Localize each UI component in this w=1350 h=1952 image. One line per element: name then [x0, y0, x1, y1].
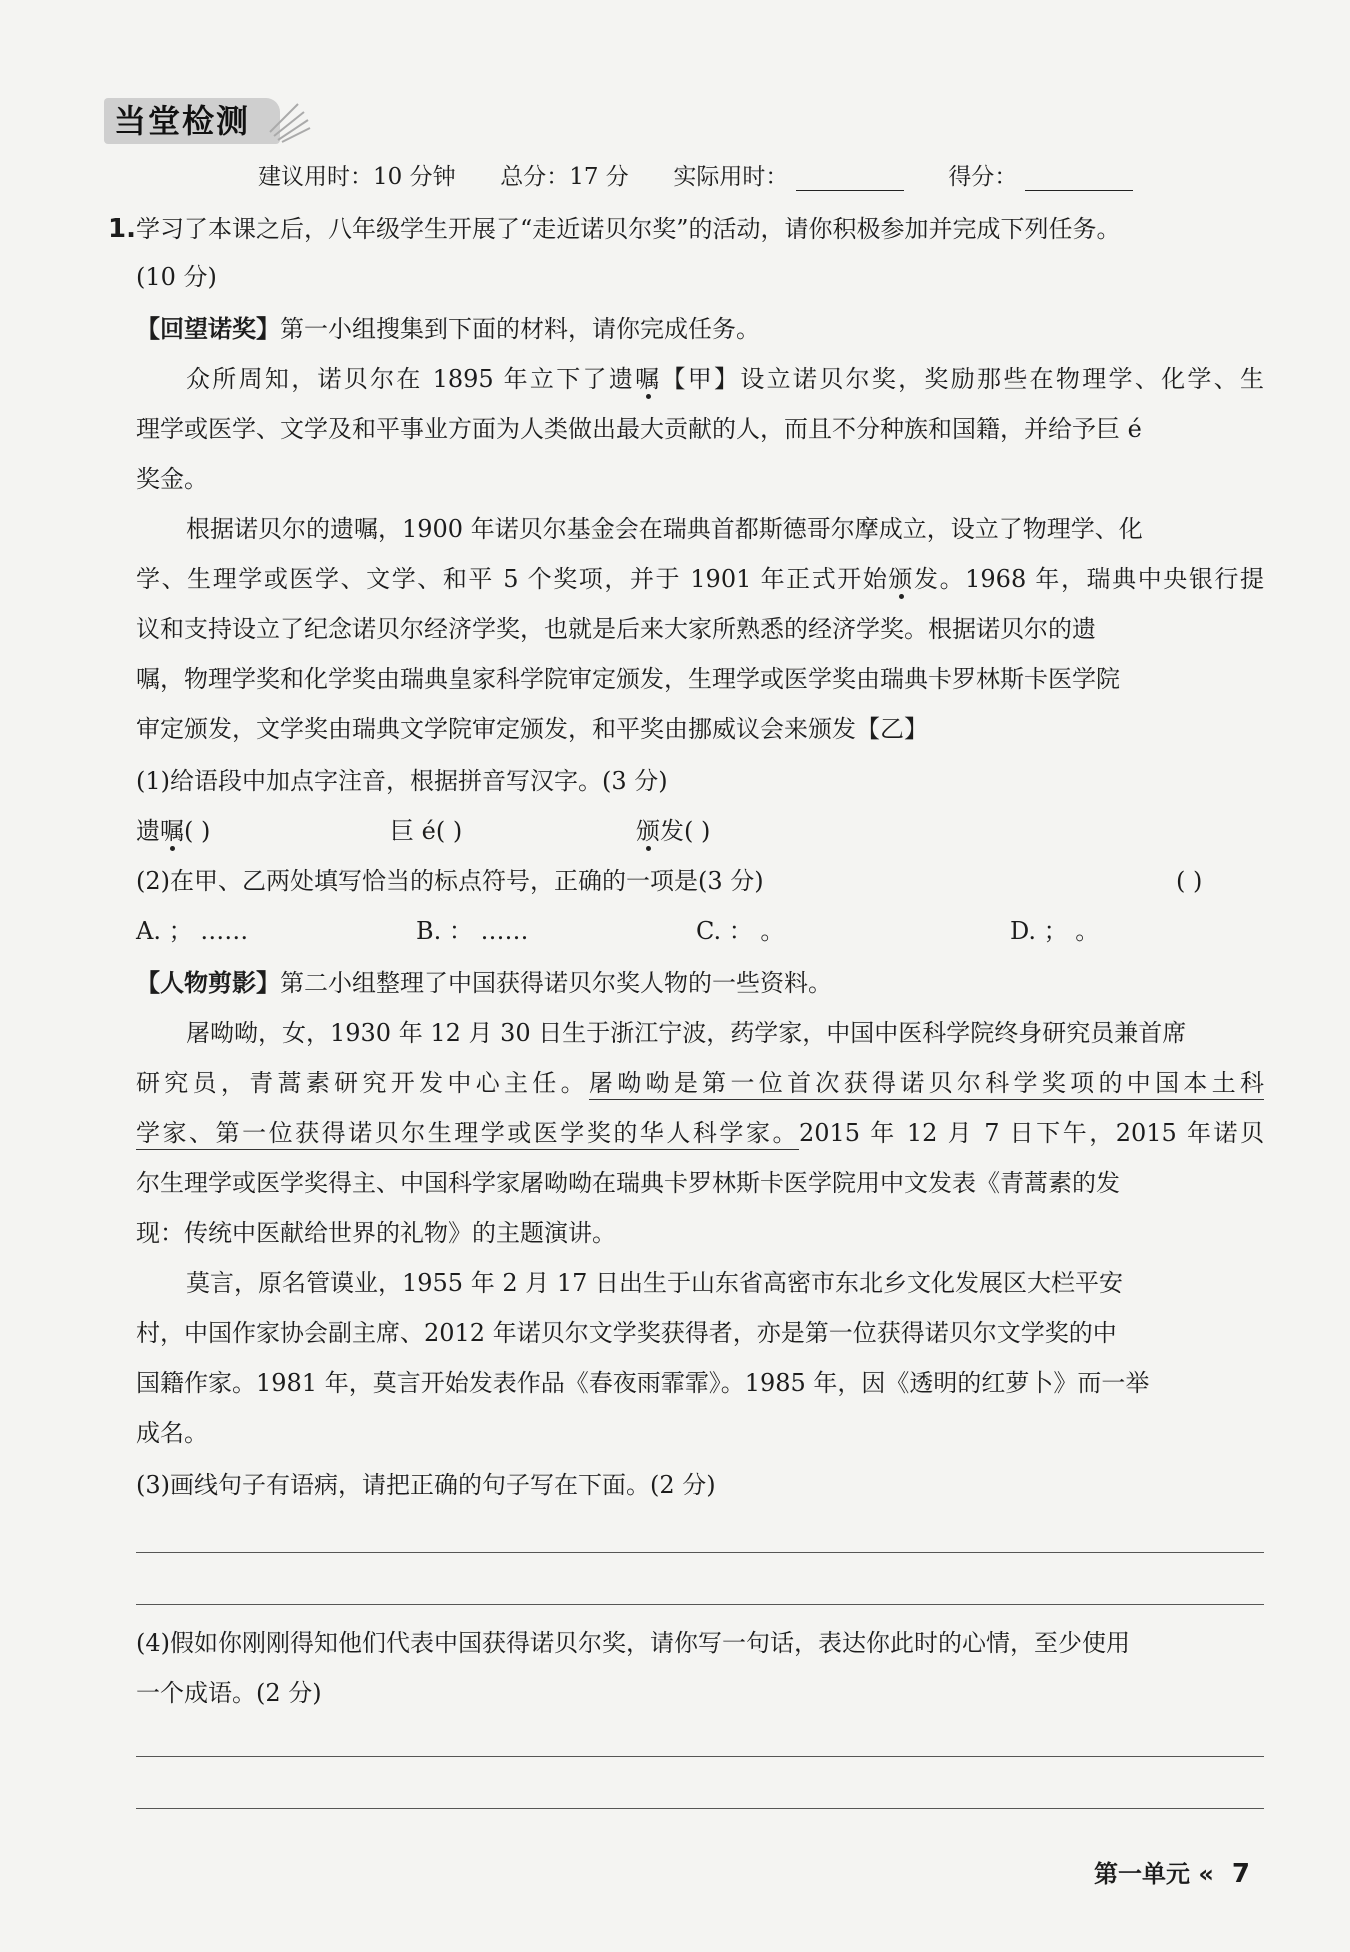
p2-text: 发。1968 年，瑞典中央银行提 — [914, 565, 1264, 593]
section-review-tag: 【回望诺奖】 — [136, 315, 280, 343]
section-badge — [104, 92, 314, 148]
paragraph-2-line: 根据诺贝尔的遗嘱，1900 年诺贝尔基金会在瑞典首都斯德哥尔摩成立，设立了物理学、化 — [186, 515, 1143, 543]
paragraph-3-line — [136, 1066, 1264, 1100]
p1-text: 众所周知，诺贝尔在 1895 年立下了遗 — [186, 365, 636, 393]
paragraph-2-line: 嘱，物理学奖和化学奖由瑞典皇家科学院审定颁发，生理学或医学奖由瑞典卡罗林斯卡医学院 — [136, 665, 1120, 693]
subquestion-1: (1)给语段中加点字注音，根据拼音写汉字。(3 分) — [136, 767, 668, 795]
paragraph-3-line — [136, 1116, 1264, 1150]
answer-paren[interactable]: ( ) — [1176, 867, 1203, 895]
paragraph-4-line: 成名。 — [136, 1419, 208, 1447]
section-profile-text: 第二小组整理了中国获得诺贝尔奖人物的一些资料。 — [280, 969, 832, 997]
pinyin-item-text: 发( ) — [660, 817, 711, 845]
dotted-char: 颁 — [888, 565, 914, 593]
dotted-char: 颁 — [636, 817, 660, 845]
pinyin-item-1[interactable] — [136, 814, 210, 848]
unit-label: 第一单元 « — [1094, 1860, 1214, 1888]
answer-paren: ( ) — [184, 817, 211, 845]
sparkle-decoration-icon — [264, 92, 314, 148]
option-d[interactable]: D. ； 。 — [1010, 917, 1100, 945]
paragraph-4-line: 村，中国作家协会副主席、2012 年诺贝尔文学奖获得者，亦是第一位获得诺贝尔文学奖的中 — [136, 1319, 1117, 1347]
section-review-heading — [136, 312, 1264, 346]
page-footer — [1094, 1854, 1250, 1889]
answer-line[interactable] — [136, 1756, 1264, 1757]
p2-text: 学、生理学或医学、文学、和平 5 个奖项，并于 1901 年正式开始 — [136, 565, 889, 593]
question-intro-score: (10 分) — [136, 263, 217, 291]
pinyin-item-3[interactable] — [636, 814, 710, 848]
paragraph-3-line: 现：传统中医献给世界的礼物》的主题演讲。 — [136, 1219, 616, 1247]
paragraph-4-line: 国籍作家。1981 年，莫言开始发表作品《春夜雨霏霏》。1985 年，因《透明的红萝卜》而一举 — [136, 1369, 1150, 1397]
page-number: 7 — [1231, 1859, 1250, 1889]
p1-text: 【甲】设立诺贝尔奖，奖励那些在物理学、化学、生 — [661, 365, 1265, 393]
paragraph-2-line — [136, 562, 1264, 596]
question-intro: 学习了本课之后，八年级学生开展了“走近诺贝尔奖”的活动，请你积极参加并完成下列任务。 — [136, 215, 1121, 243]
section-profile-tag: 【人物剪影】 — [136, 969, 280, 997]
actual-time-blank[interactable] — [796, 164, 904, 191]
subquestion-4: (4)假如你刚刚得知他们代表中国获得诺贝尔奖，请你写一句话，表达你此时的心情，至少使用 — [136, 1629, 1130, 1657]
subquestion-3: (3)画线句子有语病，请把正确的句子写在下面。(2 分) — [136, 1471, 716, 1499]
dotted-char: 嘱 — [635, 365, 662, 393]
time-label: 建议用时：10 分钟 — [258, 164, 456, 190]
score-got-label: 得分： — [948, 164, 1018, 190]
score-got-blank[interactable] — [1025, 164, 1133, 191]
section-review-text: 第一小组搜集到下面的材料，请你完成任务。 — [280, 315, 760, 343]
paragraph-2-line: 议和支持设立了纪念诺贝尔经济学奖，也就是后来大家所熟悉的经济学奖。根据诺贝尔的遗 — [136, 615, 1096, 643]
paragraph-4-line: 莫言，原名管谟业，1955 年 2 月 17 日出生于山东省高密市东北乡文化发展区大栏平安 — [186, 1269, 1124, 1297]
meta-line — [258, 158, 1133, 191]
answer-line[interactable] — [136, 1604, 1264, 1605]
p3-text: 2015 年 12 月 7 日下午，2015 年诺贝 — [798, 1119, 1264, 1147]
score-label: 总分：17 分 — [500, 164, 629, 190]
actual-time-label: 实际用时： — [673, 164, 789, 190]
paragraph-3-line: 屠呦呦，女，1930 年 12 月 30 日生于浙江宁波，药学家，中国中医科学院终身研究员兼首席 — [186, 1019, 1187, 1047]
paragraph-3-line: 尔生理学或医学奖得主、中国科学家屠呦呦在瑞典卡罗林斯卡医学院用中文发表《青蒿素的发 — [136, 1169, 1120, 1197]
answer-line[interactable] — [136, 1808, 1264, 1809]
p3-text: 研究员，青蒿素研究开发中心主任。 — [136, 1069, 589, 1097]
underlined-sentence: 屠呦呦是第一位首次获得诺贝尔科学奖项的中国本土科 — [589, 1069, 1264, 1100]
option-b[interactable]: B. ： …… — [416, 917, 529, 945]
option-c[interactable]: C. ： 。 — [696, 917, 785, 945]
answer-line[interactable] — [136, 1552, 1264, 1553]
paragraph-1-line — [186, 362, 1264, 396]
dotted-char: 嘱 — [160, 817, 184, 845]
paragraph-1-line: 理学或医学、文学及和平事业方面为人类做出最大贡献的人，而且不分种族和国籍，并给予巨 é — [136, 415, 1142, 443]
underlined-sentence: 学家、第一位获得诺贝尔生理学或医学奖的华人科学家。 — [136, 1119, 799, 1150]
section-profile-heading — [136, 966, 1264, 1000]
paragraph-2-line: 审定颁发，文学奖由瑞典文学院审定颁发，和平奖由挪威议会来颁发【乙】 — [136, 715, 928, 743]
badge-title: 当堂检测 — [114, 102, 251, 140]
question-number: 1. — [108, 214, 136, 244]
subquestion-2: (2)在甲、乙两处填写恰当的标点符号，正确的一项是(3 分) — [136, 867, 764, 895]
pinyin-item-text: 遗 — [136, 817, 160, 845]
pinyin-item-2[interactable]: 巨 é( ) — [390, 817, 463, 845]
paragraph-1-line: 奖金。 — [136, 465, 208, 493]
option-a[interactable]: A. ； …… — [136, 917, 249, 945]
subquestion-4: 一个成语。(2 分) — [136, 1679, 322, 1707]
